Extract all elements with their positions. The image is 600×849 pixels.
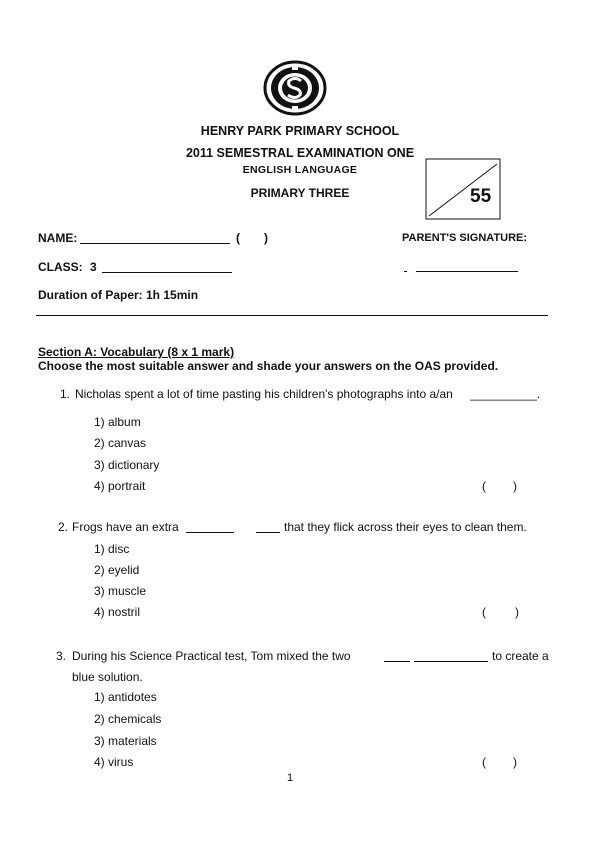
name-label: NAME: bbox=[38, 231, 78, 245]
question-3-text-line2: blue solution. bbox=[72, 670, 143, 684]
exam-title: 2011 SEMESTRAL EXAMINATION ONE bbox=[185, 146, 415, 160]
question-1-number: 1. bbox=[60, 387, 71, 401]
question-2-text-after: that they flick across their eyes to clean them. bbox=[284, 520, 527, 534]
question-2-option-3[interactable]: 3) muscle bbox=[94, 584, 147, 598]
question-1-answer-close: ) bbox=[513, 479, 517, 493]
question-2-answer-open: ( bbox=[482, 605, 486, 619]
question-3-option-1[interactable]: 1) antidotes bbox=[94, 690, 157, 704]
level-title: PRIMARY THREE bbox=[250, 186, 350, 200]
question-1-answer-open: ( bbox=[482, 479, 486, 493]
question-2-option-4[interactable]: 4) nostril bbox=[94, 605, 141, 619]
question-3-number: 3. bbox=[56, 649, 67, 663]
parent-signature-label: PARENT'S SIGNATURE: bbox=[402, 232, 528, 244]
question-2-blank-a bbox=[186, 532, 234, 533]
question-3-answer-close: ) bbox=[513, 755, 517, 769]
name-field[interactable] bbox=[80, 243, 230, 244]
duration-text: Duration of Paper: 1h 15min bbox=[38, 288, 199, 302]
question-2-blank-b bbox=[256, 532, 280, 533]
class-label: CLASS: bbox=[38, 260, 83, 274]
index-close-paren: ) bbox=[264, 231, 268, 245]
question-2-text: Frogs have an extra bbox=[72, 520, 179, 534]
question-3-option-3[interactable]: 3) materials bbox=[94, 734, 157, 748]
school-name: HENRY PARK PRIMARY SCHOOL bbox=[200, 124, 400, 138]
question-3-option-4[interactable]: 4) virus bbox=[94, 755, 134, 769]
school-crest-logo bbox=[263, 60, 327, 116]
page-number: 1 bbox=[287, 772, 294, 784]
question-3-blank-b bbox=[414, 661, 488, 662]
score-value: 55 bbox=[470, 186, 492, 207]
class-value: 3 bbox=[90, 260, 97, 274]
question-3-answer-open: ( bbox=[482, 755, 486, 769]
section-title: Section A: Vocabulary (8 x 1 mark) bbox=[38, 345, 235, 359]
question-1-option-4[interactable]: 4) portrait bbox=[94, 479, 146, 493]
question-1-text: Nicholas spent a lot of time pasting his children's photographs into a/an bbox=[75, 387, 453, 401]
question-2-answer-close: ) bbox=[515, 605, 519, 619]
signature-dash bbox=[404, 271, 407, 272]
question-2-option-1[interactable]: 1) disc bbox=[94, 542, 130, 556]
subject-title: ENGLISH LANGUAGE bbox=[242, 164, 358, 176]
index-open-paren: ( bbox=[236, 231, 240, 245]
question-3-text: During his Science Practical test, Tom mixed the two bbox=[72, 649, 351, 663]
question-3-text-after: to create a bbox=[492, 649, 549, 663]
parent-signature-field[interactable] bbox=[416, 271, 518, 272]
question-1-option-1[interactable]: 1) album bbox=[94, 415, 141, 429]
question-1-option-2[interactable]: 2) canvas bbox=[94, 436, 147, 450]
question-3-option-2[interactable]: 2) chemicals bbox=[94, 712, 162, 726]
header-divider bbox=[36, 315, 548, 316]
question-1-blank: __________. bbox=[470, 387, 541, 401]
question-2-number: 2. bbox=[58, 520, 69, 534]
question-3-blank-a bbox=[384, 661, 410, 662]
class-field[interactable] bbox=[102, 272, 232, 273]
question-2-option-2[interactable]: 2) eyelid bbox=[94, 563, 140, 577]
question-1-option-3[interactable]: 3) dictionary bbox=[94, 458, 160, 472]
section-instruction: Choose the most suitable answer and shade your answers on the OAS provided. bbox=[38, 359, 499, 373]
